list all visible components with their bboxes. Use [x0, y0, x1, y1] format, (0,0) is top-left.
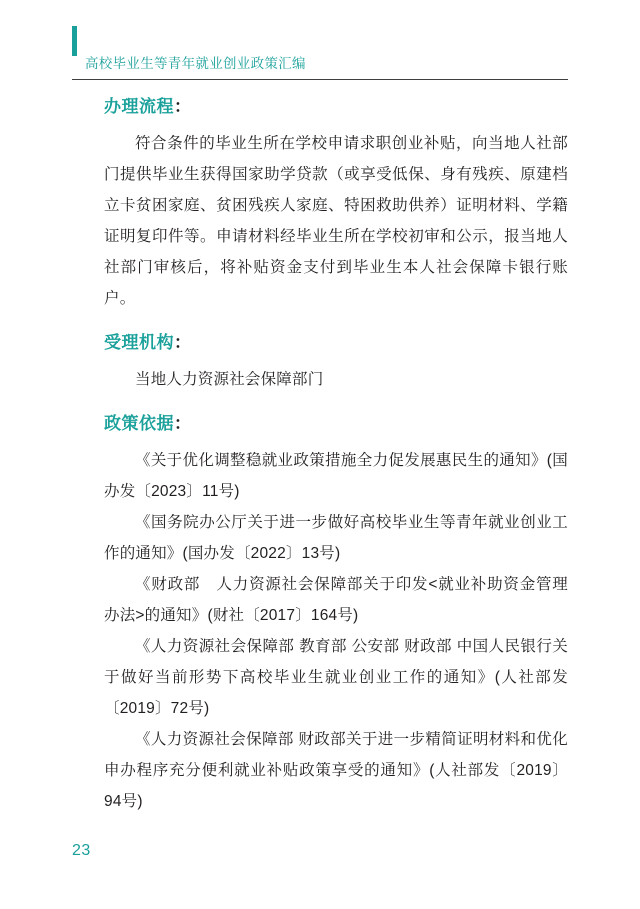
- section-process-paragraph: 符合条件的毕业生所在学校申请求职创业补贴，向当地人社部门提供毕业生获得国家助学贷款（或享受低保、身有残疾、原建档立卡贫困家庭、贫困残疾人家庭、特困救助供养）证明材料、学籍证明复印件等。申请材料经毕业生所在学校初审和公示，报当地人社部门审核后，将补贴资金支付到毕业生本人社会保障卡银行账户。: [104, 135, 568, 307]
- page-header: [0, 22, 640, 71]
- header-divider: [72, 79, 568, 80]
- page-content: [104, 88, 568, 817]
- policy-basis-item: 《人力资源社会保障部 教育部 公安部 财政部 中国人民银行关于做好当前形势下高校毕业生就业创业工作的通知》(人社部发〔2019〕72号): [104, 638, 568, 717]
- section-agency: [104, 328, 568, 395]
- policy-basis-item: 《人力资源社会保障部 财政部关于进一步精简证明材料和优化申办程序充分便利就业补贴政策享受的通知》(人社部发〔2019〕94号): [104, 731, 568, 810]
- section-process-heading: 办理流程 ：: [104, 92, 568, 122]
- section-agency-heading: 受理机构 ：: [104, 328, 568, 358]
- policy-basis-item: 《财政部 人力资源社会保障部关于印发<就业补助资金管理办法>的通知》(财社〔2017〕164号): [104, 576, 568, 624]
- section-process: [104, 92, 568, 314]
- section-basis: [104, 409, 568, 817]
- header-title: 高校毕业生等青年就业创业政策汇编: [85, 56, 306, 71]
- section-basis-heading: 政策依据 ：: [104, 409, 568, 439]
- section-agency-paragraph: 当地人力资源社会保障部门: [135, 371, 324, 388]
- policy-basis-item: 《国务院办公厅关于进一步做好高校毕业生等青年就业创业工作的通知》(国办发〔2022〕13号): [104, 514, 568, 562]
- policy-basis-item: 《关于优化调整稳就业政策措施全力促发展惠民生的通知》(国办发〔2023〕11号): [104, 452, 568, 500]
- header-accent-bar: [72, 26, 77, 56]
- page-number: 23: [72, 842, 91, 859]
